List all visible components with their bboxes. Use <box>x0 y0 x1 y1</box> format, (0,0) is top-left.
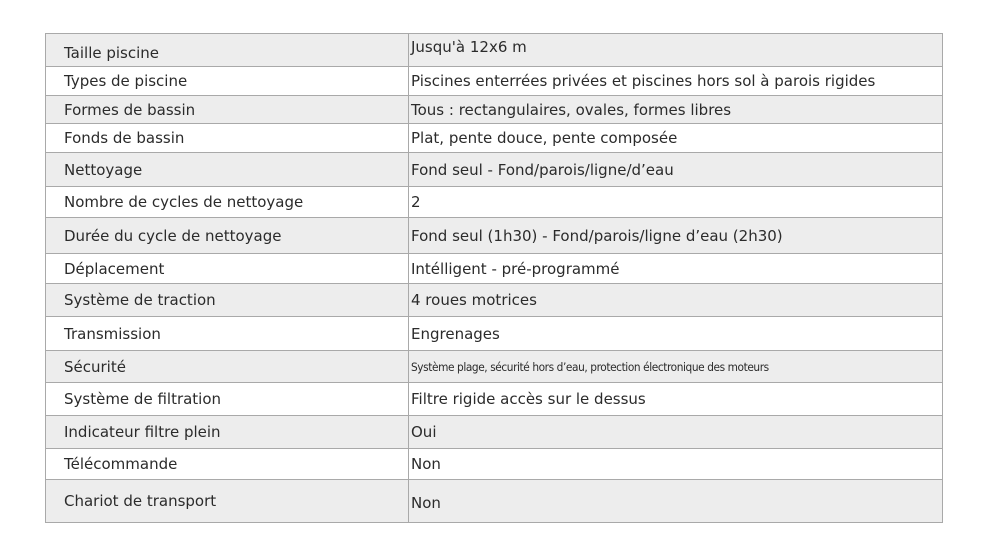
table-row <box>46 416 943 449</box>
spec-value: Intélligent - pré-programmé <box>409 254 943 284</box>
spec-label: Formes de bassin <box>46 96 409 124</box>
spec-value: Piscines enterrées privées et piscines hors sol à parois rigides <box>409 67 943 96</box>
spec-value: Non <box>409 480 943 523</box>
table-row <box>46 187 943 218</box>
spec-value: Tous : rectangulaires, ovales, formes libres <box>409 96 943 124</box>
spec-value: Fond seul - Fond/parois/ligne/d’eau <box>409 153 943 187</box>
spec-value: Plat, pente douce, pente composée <box>409 124 943 153</box>
spec-label: Taille piscine <box>46 34 409 67</box>
spec-value: Engrenages <box>409 317 943 351</box>
spec-label: Déplacement <box>46 254 409 284</box>
spec-label: Fonds de bassin <box>46 124 409 153</box>
spec-value-text: Système plage, sécurité hors d’eau, protection électronique des moteurs <box>411 360 769 374</box>
spec-value: 4 roues motrices <box>409 284 943 317</box>
table-row <box>46 254 943 284</box>
table-row <box>46 34 943 67</box>
spec-value: Oui <box>409 416 943 449</box>
spec-label: Système de traction <box>46 284 409 317</box>
table-row <box>46 351 943 383</box>
spec-value: 2 <box>409 187 943 218</box>
spec-label: Nombre de cycles de nettoyage <box>46 187 409 218</box>
spec-label: Types de piscine <box>46 67 409 96</box>
spec-value: Fond seul (1h30) - Fond/parois/ligne d’eau (2h30) <box>409 218 943 254</box>
spec-value: Non <box>409 449 943 480</box>
table-row <box>46 284 943 317</box>
table-row <box>46 480 943 523</box>
spec-label: Durée du cycle de nettoyage <box>46 218 409 254</box>
table-row <box>46 67 943 96</box>
table-row <box>46 449 943 480</box>
table-row <box>46 124 943 153</box>
spec-value <box>409 351 943 383</box>
table-row <box>46 153 943 187</box>
table-row <box>46 218 943 254</box>
spec-label: Système de filtration <box>46 383 409 416</box>
table-row <box>46 317 943 351</box>
spec-label: Télécommande <box>46 449 409 480</box>
table-row <box>46 383 943 416</box>
spec-value: Filtre rigide accès sur le dessus <box>409 383 943 416</box>
spec-label: Sécurité <box>46 351 409 383</box>
spec-value: Jusqu'à 12x6 m <box>409 34 943 67</box>
spec-label: Nettoyage <box>46 153 409 187</box>
table-row <box>46 96 943 124</box>
spec-table <box>45 33 943 523</box>
spec-label: Chariot de transport <box>46 480 409 523</box>
spec-label: Transmission <box>46 317 409 351</box>
spec-label: Indicateur filtre plein <box>46 416 409 449</box>
